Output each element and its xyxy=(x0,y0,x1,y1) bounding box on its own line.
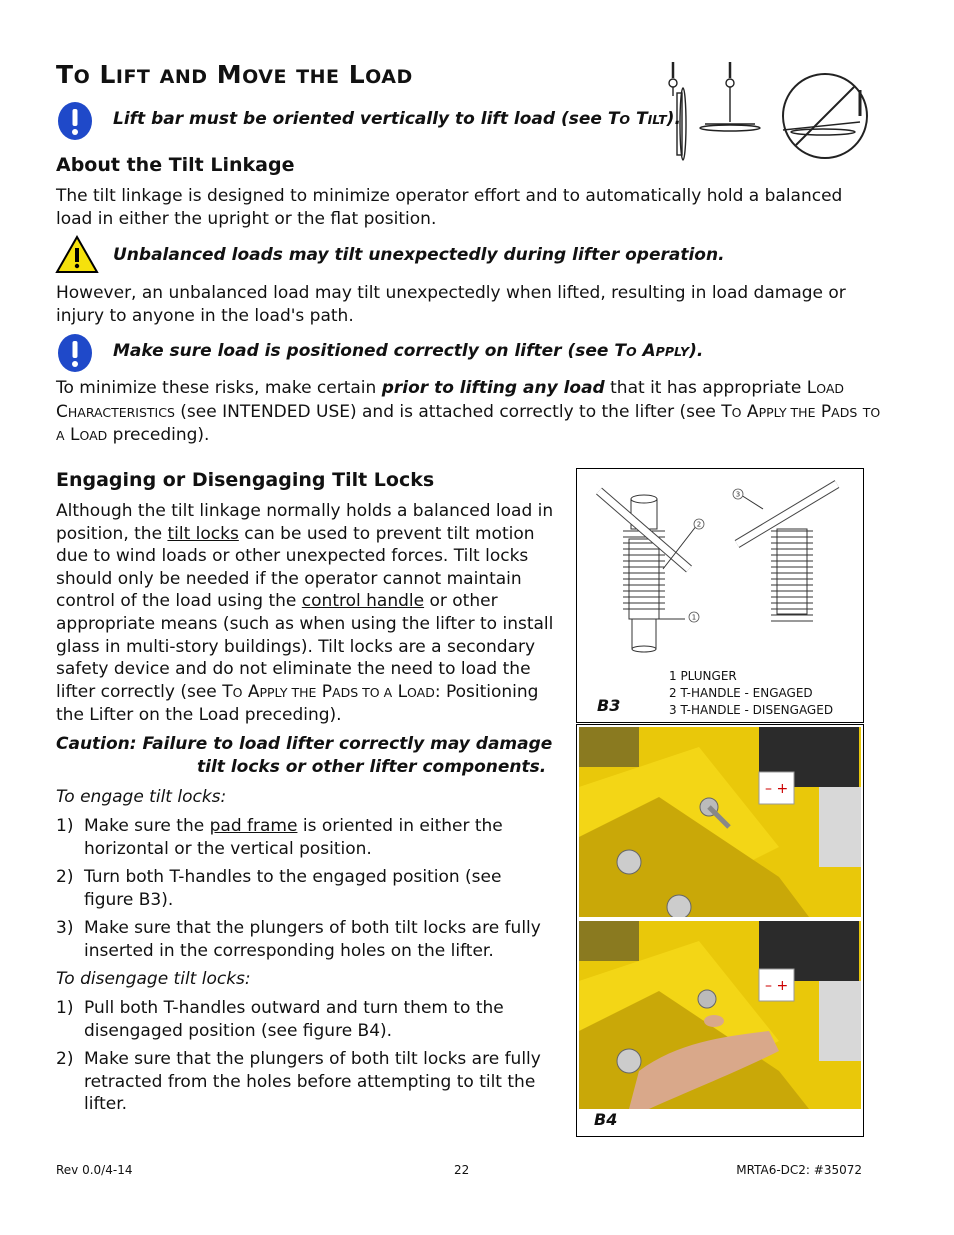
notice-icon xyxy=(57,333,93,373)
legend-item: 2 T-HANDLE - ENGAGED xyxy=(669,686,813,700)
paragraph-tilt-linkage: The tilt linkage is designed to minimize operator effort and to automatically hold a balanced load in either the upright or the flat position. xyxy=(56,186,843,229)
notice-lift-bar-vertical: Lift bar must be oriented vertically to lift load (see TO TILT). xyxy=(113,109,681,129)
paragraph-minimize-risks: To minimize these risks, make certain prior to lifting any load that it has appropriate LOAD CHARACTERISTICS (see INTENDED USE) and is attached correctly to the lifter (see TO APPLY THE PADS TO A LOAD preceding). xyxy=(56,378,881,446)
warning-unbalanced-loads: Unbalanced loads may tilt unexpectedly during lifter operation. xyxy=(113,245,725,265)
disengage-steps xyxy=(56,997,546,1116)
svg-text:– +: – + xyxy=(765,781,789,797)
link-control-handle[interactable]: control handle xyxy=(301,591,425,612)
disengage-heading: To disengage tilt locks: xyxy=(56,969,251,989)
svg-text:– +: – + xyxy=(765,978,789,994)
legend-item: 1 PLUNGER xyxy=(669,669,737,683)
footer-revision: Rev 0.0/4-14 xyxy=(56,1163,133,1177)
list-item: 1) Make sure the pad frame is oriented in either the horizontal or the vertical position. xyxy=(56,816,503,859)
link-tilt-locks[interactable]: tilt locks xyxy=(167,523,239,544)
callout-3-label: 3 xyxy=(735,490,741,499)
figure-b3-legend xyxy=(669,668,833,719)
list-item: 2) Make sure that the plungers of both tilt locks are fully retracted from the holes before attempting to tilt the lifter. xyxy=(56,1049,541,1115)
callout-2-label: 2 xyxy=(696,520,702,529)
list-item: 2) Turn both T-handles to the engaged position (see figure B3). xyxy=(56,867,502,910)
legend-item: 3 T-HANDLE - DISENGAGED xyxy=(669,703,834,717)
tilt-lock-drawing xyxy=(577,469,863,669)
footer-page-number: 22 xyxy=(454,1163,470,1177)
list-item: 1) Pull both T-handles outward and turn them to the disengaged position (see figure B4). xyxy=(56,998,504,1041)
engage-heading: To engage tilt locks: xyxy=(56,787,227,807)
section-heading-tilt-linkage: About the Tilt Linkage xyxy=(56,154,295,176)
page-title: TO LIFT AND MOVE THE LOAD xyxy=(56,60,413,89)
section-heading-tilt-locks: Engaging or Disengaging Tilt Locks xyxy=(56,469,435,491)
paragraph-unbalanced-load: However, an unbalanced load may tilt unexpectedly when lifted, resulting in load damage or injury to anyone in the load's path. xyxy=(56,283,846,326)
link-pad-frame[interactable]: pad frame xyxy=(209,816,298,836)
warning-icon xyxy=(55,235,99,275)
photo-tilt-lock-engaged xyxy=(579,727,861,917)
figure-b3 xyxy=(576,468,864,723)
list-item: 3) Make sure that the plungers of both tilt locks are fully inserted in the corresponding holes on the lifter. xyxy=(56,918,541,961)
notice-load-position: Make sure load is positioned correctly on lifter (see TO APPLY). xyxy=(113,341,704,361)
photo-tilt-lock-disengaged xyxy=(579,921,861,1109)
paragraph-tilt-locks: Although the tilt linkage normally holds a balanced load in position, the tilt locks can be used to prevent tilt motion due to wind loads or other unexpected forces. Tilt locks should only be needed if the operator cannot maintain control of the load using the control handle or other appropriate means (such as when using the lifter to install glass in multi-story buildings). Tilt locks are a secondary safety device and do not eliminate the need to load the lifter correctly (see TO APPLY THE PADS TO A LOAD: Positioning the Lifter on the Load preceding). xyxy=(56,501,554,726)
figure-b3-label: B3 xyxy=(597,696,621,715)
engage-steps xyxy=(56,815,556,963)
notice-icon xyxy=(57,101,93,141)
figure-b4 xyxy=(576,724,864,1137)
figure-b4-label: B4 xyxy=(594,1110,618,1129)
lift-bar-orientation-illustration xyxy=(655,58,870,170)
footer-document-id: MRTA6-DC2: #35072 xyxy=(736,1163,862,1177)
callout-1-label: 1 xyxy=(691,613,697,622)
caution-line-1: Caution: Failure to load lifter correctly may damage xyxy=(56,734,553,754)
caution-line-2: tilt locks or other lifter components. xyxy=(197,757,547,777)
